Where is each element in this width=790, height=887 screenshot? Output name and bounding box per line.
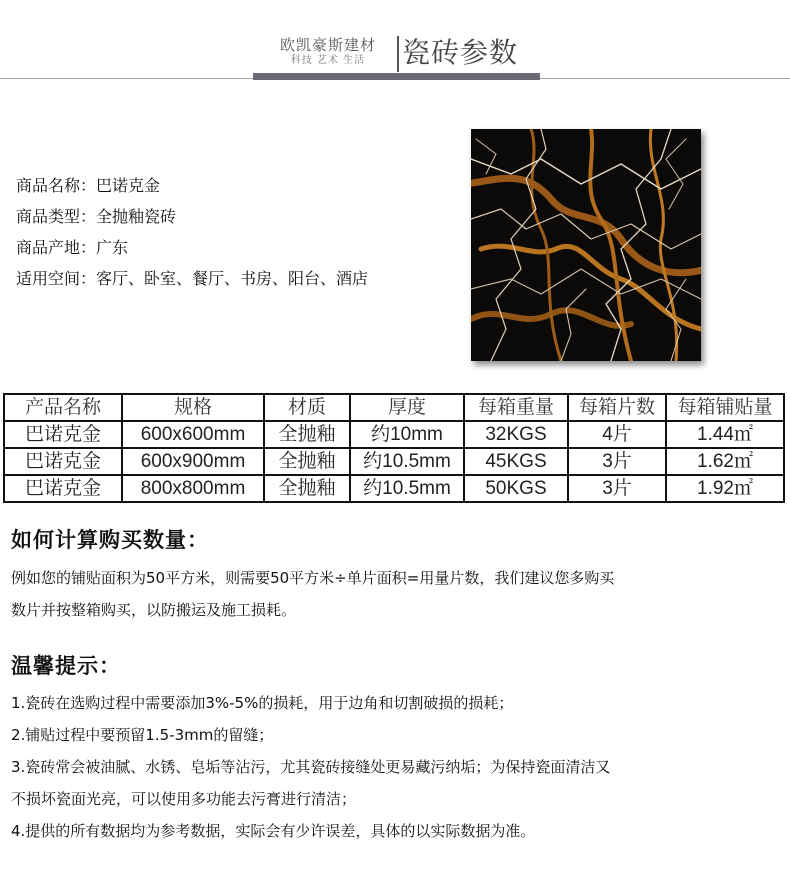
spec-table xyxy=(3,393,785,503)
info-value: 客厅、卧室、餐厅、书房、阳台、酒店 xyxy=(96,269,369,288)
info-row-type xyxy=(16,201,368,232)
table-cell: 约10mm xyxy=(350,421,464,448)
info-label: 商品产地： xyxy=(16,238,97,257)
table-header-cell: 厚度 xyxy=(350,394,464,421)
purchase-text-line: 例如您的铺贴面积为50平方米，则需要50平方米÷单片面积=用量片数，我们建议您多购买 xyxy=(11,569,615,587)
table-header-cell: 规格 xyxy=(122,394,264,421)
tip-line: 不损坏瓷面光亮，可以使用多功能去污膏进行清洁； xyxy=(11,790,357,808)
table-cell: 32KGS xyxy=(464,421,568,448)
table-cell: 巴诺克金 xyxy=(4,421,122,448)
page-header xyxy=(0,0,790,84)
table-header-cell: 每箱重量 xyxy=(464,394,568,421)
table-cell: 全抛釉 xyxy=(264,475,350,502)
table-row xyxy=(4,475,784,502)
table-cell: 600x600mm xyxy=(122,421,264,448)
info-value: 巴诺克金 xyxy=(96,176,161,195)
table-header-cell: 产品名称 xyxy=(4,394,122,421)
info-row-name xyxy=(16,170,368,201)
table-cell: 3片 xyxy=(568,475,666,502)
table-cell: 约10.5mm xyxy=(350,475,464,502)
info-value: 广东 xyxy=(96,238,129,257)
table-header-row xyxy=(4,394,784,421)
tip-line: 4.提供的所有数据均为参考数据，实际会有少许误差，具体的以实际数据为准。 xyxy=(11,822,536,840)
info-row-origin xyxy=(16,232,368,263)
brand-block xyxy=(262,36,394,68)
brand-name: 欧凯豪斯建材 xyxy=(279,36,376,54)
info-row-space xyxy=(16,263,368,294)
marble-tile-icon xyxy=(471,129,701,361)
tip-line: 3.瓷砖常会被油腻、水锈、皂垢等沾污，尤其瓷砖接缝处更易藏污纳垢；为保持瓷面清洁又 xyxy=(11,758,611,776)
tip-line: 1.瓷砖在选购过程中需要添加3%-5%的损耗，用于边角和切割破损的损耗； xyxy=(11,694,514,712)
table-header-cell: 每箱铺贴量 xyxy=(666,394,784,421)
header-divider xyxy=(397,36,399,72)
tile-product-image xyxy=(471,129,701,361)
info-label: 商品名称： xyxy=(16,176,97,195)
table-cell: 全抛釉 xyxy=(264,448,350,475)
table-row xyxy=(4,448,784,475)
page-title: 瓷砖参数 xyxy=(402,36,519,69)
table-cell: 巴诺克金 xyxy=(4,448,122,475)
table-cell: 巴诺克金 xyxy=(4,475,122,502)
purchase-title: 如何计算购买数量： xyxy=(11,528,209,552)
table-cell: 3片 xyxy=(568,448,666,475)
info-value: 全抛釉瓷砖 xyxy=(96,207,177,226)
table-header-cell: 每箱片数 xyxy=(568,394,666,421)
tip-line: 2.铺贴过程中要预留1.5-3mm的留缝； xyxy=(11,726,274,744)
table-cell: 4片 xyxy=(568,421,666,448)
table-cell: 1.62㎡ xyxy=(666,448,784,475)
table-cell: 800x800mm xyxy=(122,475,264,502)
table-cell: 1.92㎡ xyxy=(666,475,784,502)
product-info-list xyxy=(16,170,368,294)
table-cell: 1.44㎡ xyxy=(666,421,784,448)
header-accent-bar xyxy=(253,73,540,80)
table-cell: 45KGS xyxy=(464,448,568,475)
purchase-text-line: 数片并按整箱购买，以防搬运及施工损耗。 xyxy=(11,601,297,619)
table-cell: 全抛釉 xyxy=(264,421,350,448)
tips-title: 温馨提示： xyxy=(11,654,121,678)
brand-slogan: 科技 艺术 生活 xyxy=(290,55,366,66)
table-cell: 600x900mm xyxy=(122,448,264,475)
table-header-cell: 材质 xyxy=(264,394,350,421)
info-label: 适用空间： xyxy=(16,269,97,288)
table-row xyxy=(4,421,784,448)
table-cell: 约10.5mm xyxy=(350,448,464,475)
info-label: 商品类型： xyxy=(16,207,97,226)
table-cell: 50KGS xyxy=(464,475,568,502)
